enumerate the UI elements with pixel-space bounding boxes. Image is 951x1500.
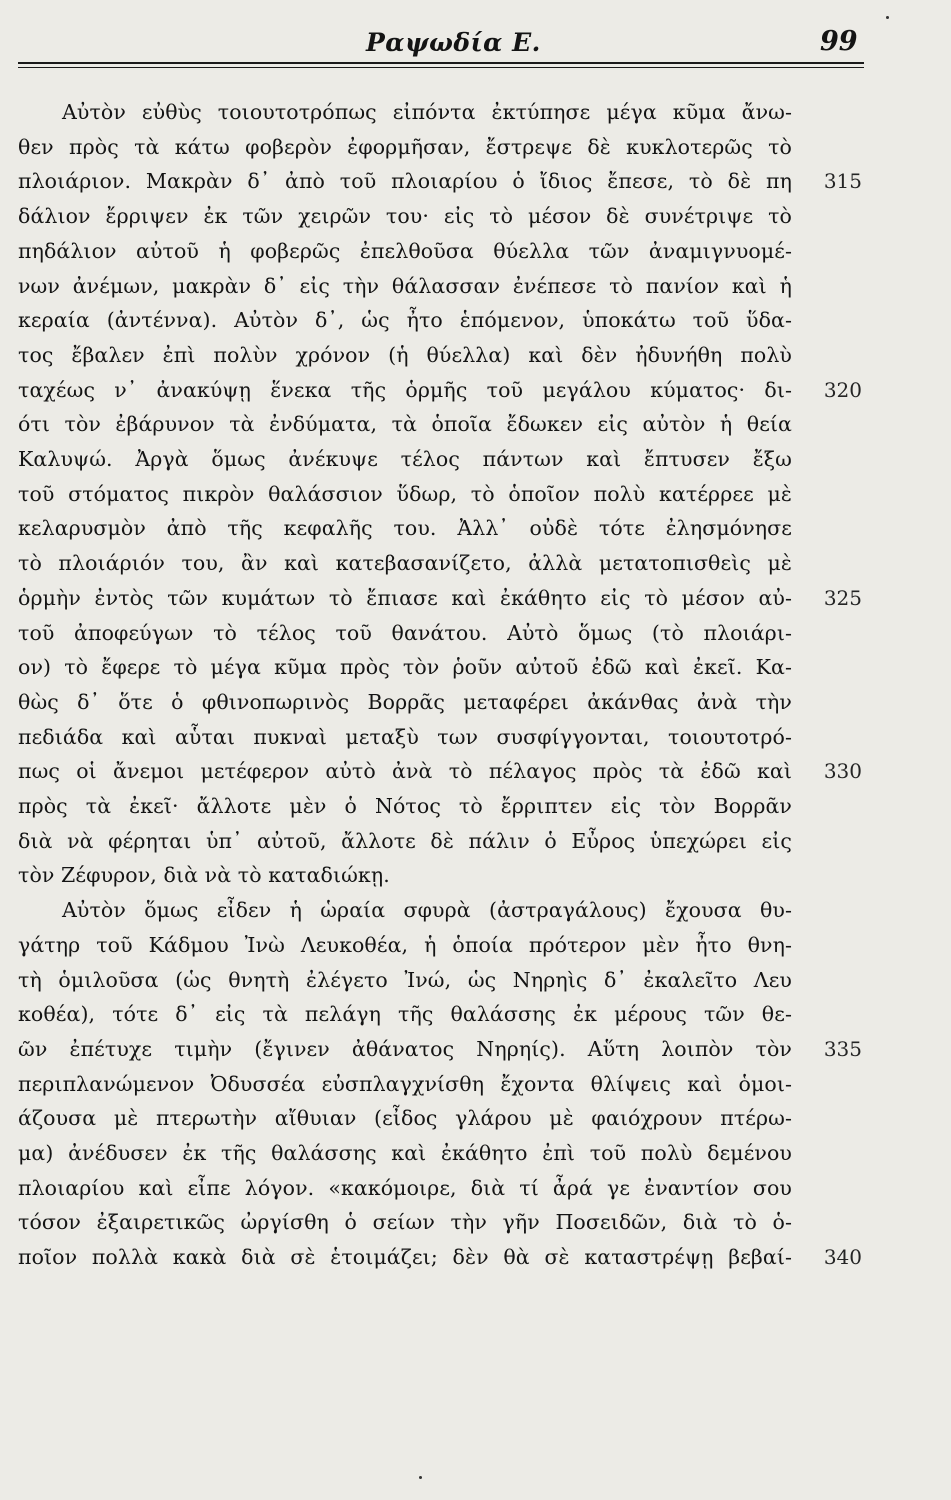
verse-number: 325 (823, 585, 862, 610)
text-line: πως οἱ ἄνεμοι μετέφερον αὐτὸ ἀνὰ τὸ πέλαγος πρὸς τὰ ἐδῶ καὶ (18, 759, 792, 784)
text-line: τὸ πλοιάριόν του, ἂν καὶ κατεβασανίζετο, ἀλλὰ μετατοπισθεὶς μὲ (18, 551, 792, 576)
text-line: ότι τὸν ἐβάρυνον τὰ ἐνδύματα, τὰ ὁποῖα ἔδωκεν εἰς αὐτὸν ἡ θεία (18, 412, 792, 437)
verse-number: 320 (823, 377, 862, 402)
text-line: δάλιον ἔρριψεν ἐκ τῶν χειρῶν του· εἰς τὸ μέσον δὲ συνέτριψε τὸ (18, 204, 792, 229)
text-line: ῶν ἐπέτυχε τιμὴν (ἔγινεν ἀθάνατος Νηρηίς). Αὕτη λοιπὸν τὸν (18, 1036, 792, 1061)
text-line: ον) τὸ ἔφερε τὸ μέγα κῦμα πρὸς τὸν ῥοῦν αὐτοῦ ἐδῶ καὶ ἐκεῖ. Κα- (18, 655, 792, 680)
chapter-title: Ραψωδία Ε. (366, 28, 541, 57)
text-line: Αὐτὸν εὐθὺς τοιουτοτρόπως εἰπόντα ἐκτύπησε μέγα κῦμα ἄνω- (62, 100, 792, 124)
text-line: τος ἔβαλεν ἐπὶ πολὺν χρόνον (ἡ θύελλα) καὶ δὲν ἠδυνήθη πολὺ (18, 342, 792, 367)
text-line: τοῦ στόματος πικρὸν θαλάσσιον ὕδωρ, τὸ ὁποῖον πολὺ κατέρρεε μὲ (18, 481, 792, 506)
text-line: πηδάλιον αὐτοῦ ἡ φοβερῶς ἐπελθοῦσα θύελλα τῶν ἀναμιγνυομέ- (18, 238, 792, 263)
text-line: τόσον ἐξαιρετικῶς ὠργίσθη ὁ σείων τὴν γῆν Ποσειδῶν, διὰ τὸ ὁ- (18, 1210, 792, 1235)
text-line: ποῖον πολλὰ κακὰ διὰ σὲ ἑτοιμάζει; δὲν θὰ σὲ καταστρέψῃ βεβαί- (18, 1245, 792, 1270)
text-line: τοῦ ἀποφεύγων τὸ τέλος τοῦ θανάτου. Αὐτὸ ὅμως (τὸ πλοιάρι- (18, 620, 792, 645)
text-line: διὰ νὰ φέρηται ὑπ᾽ αὐτοῦ, ἄλλοτε δὲ πάλιν ὁ Εὖρος ὑπεχώρει εἰς (18, 828, 792, 853)
page-number: 99 (820, 26, 858, 57)
text-line: μα) ἀνέδυσεν ἐκ τῆς θαλάσσης καὶ ἐκάθητο ἐπὶ τοῦ πολὺ δεμένου (18, 1141, 792, 1165)
text-line: πρὸς τὰ ἐκεῖ· ἄλλοτε μὲν ὁ Νότος τὸ ἔρριπτεν εἰς τὸν Βορρᾶν (18, 794, 792, 818)
header-rule-thin (18, 67, 864, 68)
text-line: τὴ ὁμιλοῦσα (ὡς θνητὴ ἐλέγετο Ἰνώ, ὡς Νηρηὶς δ᾽ ἐκαλεῖτο Λευ (18, 967, 792, 992)
speck-mark (886, 16, 889, 19)
speck-mark (419, 1476, 422, 1479)
text-line: πλοιαρίου καὶ εἶπε λόγον. «κακόμοιρε, διὰ τί ἆρά γε ἐναντίον σου (18, 1175, 792, 1200)
text-line: πεδιάδα καὶ αὗται πυκναὶ μεταξὺ των συσφίγγονται, τοιουτοτρό- (18, 724, 792, 749)
text-line: Αὐτὸν ὅμως εἶδεν ἡ ὡραία σφυρὰ (ἀστραγάλους) ἔχουσα θυ- (62, 898, 792, 923)
text-line: τὸν Ζέφυρον, διὰ νὰ τὸ καταδιώκῃ. (18, 863, 390, 888)
text-line: κελαρυσμὸν ἀπὸ τῆς κεφαλῆς του. Ἀλλ᾽ οὐδὲ τότε ἐλησμόνησε (18, 516, 792, 541)
text-line: κεραία (ἀντέννα). Αὐτὸν δ᾽, ὡς ἦτο ἑπόμενον, ὑποκάτω τοῦ ὕδα- (18, 308, 792, 333)
text-line: κοθέα), τότε δ᾽ εἰς τὰ πελάγη τῆς θαλάσσης ἐκ μέρους τῶν θε- (18, 1002, 792, 1027)
text-line: νων ἀνέμων, μακρὰν δ᾽ εἰς τὴν θάλασσαν ἐνέπεσε τὸ πανίον καὶ ἡ (18, 273, 792, 298)
verse-number: 340 (823, 1245, 862, 1270)
running-head (0, 26, 951, 76)
text-line: πλοιάριον. Μακρὰν δ᾽ ἀπὸ τοῦ πλοιαρίου ὁ ἴδιος ἔπεσε, τὸ δὲ πη (18, 169, 792, 194)
text-line: θεν πρὸς τὰ κάτω φοβερὸν ἐφορμῆσαν, ἔστρεψε δὲ κυκλοτερῶς τὸ (18, 134, 792, 159)
verse-number: 335 (823, 1036, 862, 1061)
text-line: ὁρμὴν ἐντὸς τῶν κυμάτων τὸ ἔπιασε καὶ ἐκάθητο εἰς τὸ μέσον αὐ- (18, 585, 792, 610)
text-line: ταχέως ν᾽ ἀνακύψῃ ἕνεκα τῆς ὁρμῆς τοῦ μεγάλου κύματος· δι- (18, 377, 792, 402)
verse-number: 315 (823, 169, 862, 194)
text-line: άζουσα μὲ πτερωτὴν αἴθυιαν (εἶδος γλάρου μὲ φαιόχρουν πτέρω- (18, 1106, 792, 1131)
text-line: γάτηρ τοῦ Κάδμου Ἰνὼ Λευκοθέα, ἡ ὁποία πρότερον μὲν ἦτο θνη- (18, 932, 792, 957)
header-rule (18, 62, 864, 64)
text-line: Καλυψώ. Ἀργὰ ὅμως ἀνέκυψε τέλος πάντων καὶ ἔπτυσεν ἔξω (18, 447, 792, 471)
text-line: θὼς δ᾽ ὅτε ὁ φθινοπωρινὸς Βορρᾶς μεταφέρει ἀκάνθας ἀνὰ τὴν (18, 689, 792, 714)
text-line: περιπλανώμενον Ὀδυσσέα εὐσπλαγχνίσθη ἔχοντα θλίψεις καὶ ὁμοι- (18, 1071, 792, 1096)
verse-number: 330 (823, 759, 862, 784)
